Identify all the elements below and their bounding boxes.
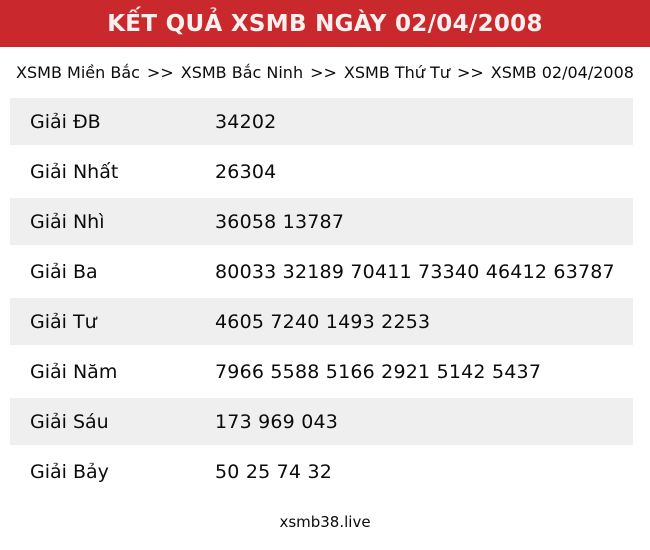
breadcrumb-link-province[interactable]: XSMB Bắc Ninh xyxy=(180,63,304,82)
table-row xyxy=(10,298,633,345)
prize-label: Giải ĐB xyxy=(30,110,101,133)
prize-numbers: 80033 32189 70411 73340 46412 63787 xyxy=(215,260,615,283)
breadcrumb-link-region[interactable]: XSMB Miền Bắc xyxy=(16,63,140,82)
prize-label: Giải Bảy xyxy=(30,460,109,483)
header-bar xyxy=(0,0,650,47)
breadcrumb-link-weekday[interactable]: XSMB Thứ Tư xyxy=(343,63,450,82)
prize-numbers: 34202 xyxy=(215,110,277,133)
breadcrumb-separator: >> xyxy=(146,63,174,82)
table-row xyxy=(10,348,633,395)
footer-site-link[interactable]: xsmb38.live xyxy=(279,513,371,531)
prize-numbers: 4605 7240 1493 2253 xyxy=(215,310,431,333)
breadcrumb-separator: >> xyxy=(310,63,337,82)
table-row xyxy=(10,198,633,245)
prize-numbers: 50 25 74 32 xyxy=(215,460,333,483)
prize-numbers: 26304 xyxy=(215,160,277,183)
prize-label: Giải Tư xyxy=(30,310,97,333)
page-title: KẾT QUẢ XSMB NGÀY 02/04/2008 xyxy=(107,10,543,37)
prize-label: Giải Nhất xyxy=(30,160,119,183)
prize-label: Giải Nhì xyxy=(30,210,105,233)
table-row xyxy=(10,98,633,145)
table-row xyxy=(10,248,633,295)
prize-numbers: 173 969 043 xyxy=(215,410,339,433)
breadcrumb xyxy=(0,47,650,98)
breadcrumb-separator: >> xyxy=(456,63,484,82)
prize-label: Giải Ba xyxy=(30,260,98,283)
table-row xyxy=(10,148,633,195)
table-row xyxy=(10,398,633,445)
prize-numbers: 36058 13787 xyxy=(215,210,345,233)
prize-label: Giải Năm xyxy=(30,360,118,383)
prize-label: Giải Sáu xyxy=(30,410,109,433)
table-row xyxy=(10,448,633,495)
breadcrumb-link-date[interactable]: XSMB 02/04/2008 xyxy=(490,63,634,82)
prize-numbers: 7966 5588 5166 2921 5142 5437 xyxy=(215,360,542,383)
results-table xyxy=(10,98,633,495)
footer xyxy=(0,513,650,531)
